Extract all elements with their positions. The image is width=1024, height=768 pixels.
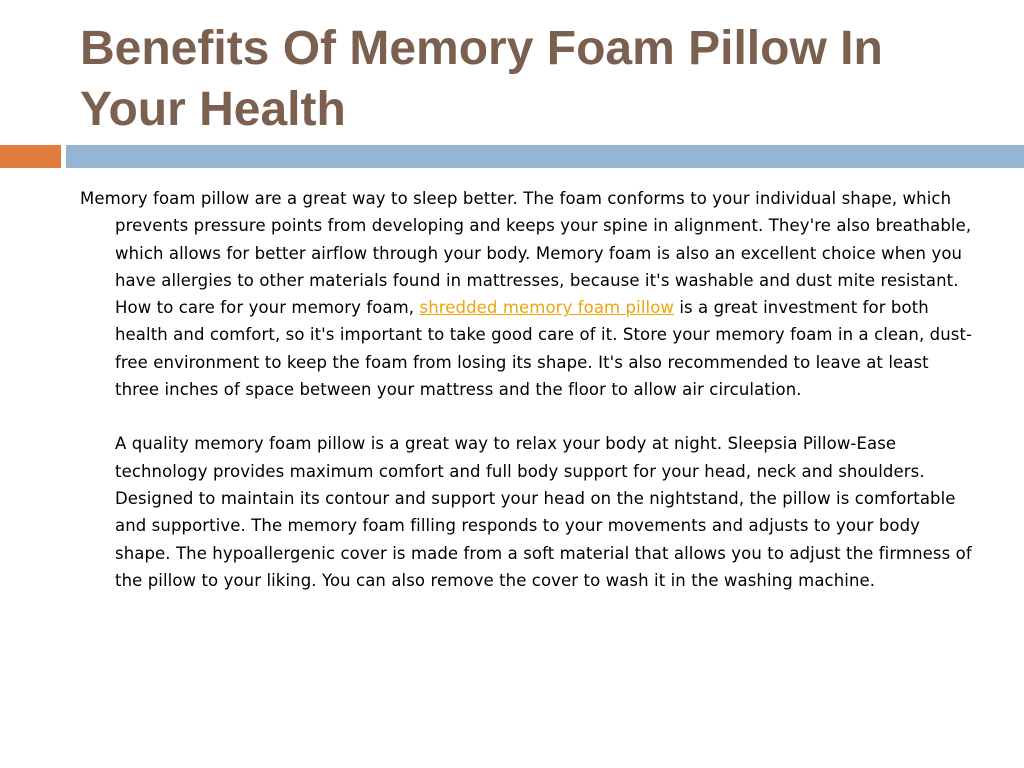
paragraph-1-text-after-link: is a great investment for both health and comfort, so it's important to take good care of it. Store your memory foam in a clean, dust-free environment to keep the foam from losing its shape. It's also recommended to leave at least three inches of space between your mattress and the floor to allow air circulation.	[115, 298, 973, 400]
accent-bar-orange	[0, 145, 61, 168]
shredded-memory-foam-pillow-link[interactable]: shredded memory foam pillow	[419, 298, 674, 318]
slide-title: Benefits Of Memory Foam Pillow In Your Health	[80, 22, 883, 136]
slide-body	[80, 185, 975, 594]
accent-bar-blue	[66, 145, 1024, 168]
paragraph-1-text-before-link: Memory foam pillow are a great way to sleep better. The foam conforms to your individual shape, which prevents pressure points from developing and keeps your spine in alignment. They're also breathable, which allows for better airflow through your body. Memory foam is also an excellent choice when you have allergies to other materials found in mattresses, because it's washable and dust mite resistant. How to care for your memory foam,	[80, 189, 972, 318]
paragraph-1	[80, 185, 975, 403]
paragraph-2: A quality memory foam pillow is a great way to relax your body at night. Sleepsia Pillow-Ease technology provides maximum comfort and full body support for your head, neck and shoulders. Designed to maintain its contour and support your head on the nightstand, the pillow is comfortable and supportive. The memory foam filling responds to your movements and adjusts to your body shape. The hypoallergenic cover is made from a soft material that allows you to adjust the firmness of the pillow to your liking. You can also remove the cover to wash it in the washing machine.	[115, 434, 972, 590]
